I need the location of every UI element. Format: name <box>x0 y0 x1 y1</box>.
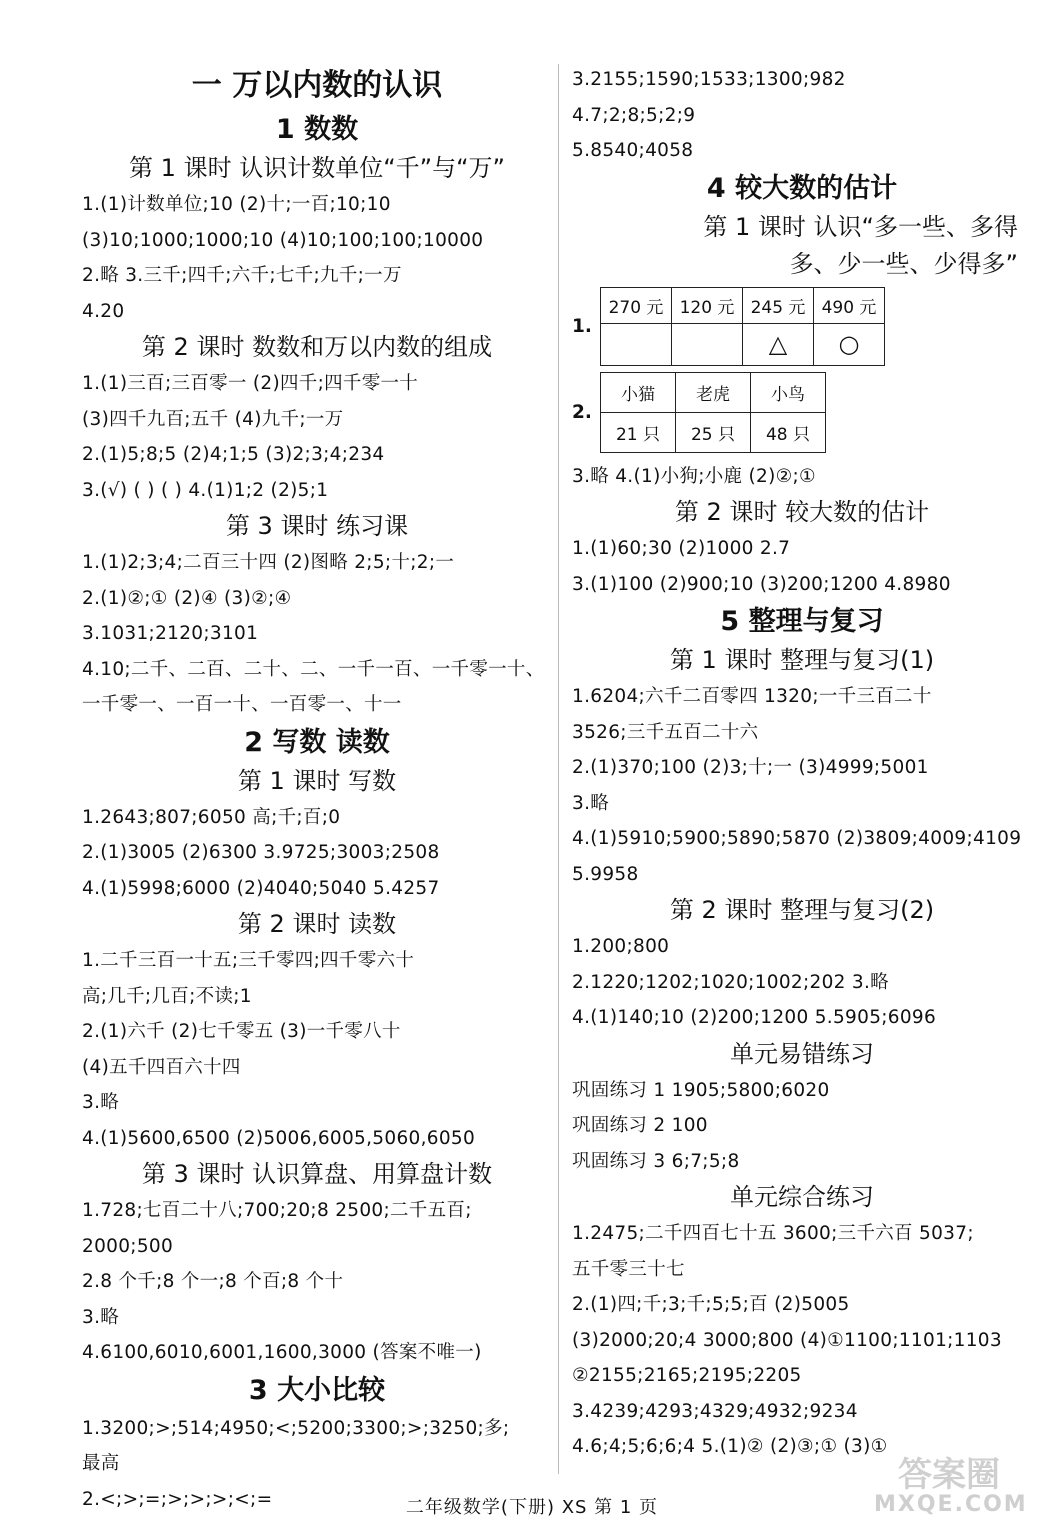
answer-line: 2.8 个千;8 个一;8 个百;8 个十 <box>82 1271 344 1292</box>
count-cell: 21 只 <box>601 412 676 452</box>
answer-line: 3.(√) ( ) ( ) 4.(1)1;2 (2)5;1 <box>82 479 329 501</box>
mark-cell <box>601 323 672 365</box>
answer-line: 2.1220;1202;1020;1002;202 3.略 <box>572 971 889 993</box>
answer-line: 4.20 <box>82 300 125 322</box>
animal-cell: 小鸟 <box>751 372 826 412</box>
right-top-section <box>572 62 1032 283</box>
answer-line: 1.(1)2;3;4;二百三十四 (2)图略 2;5;十;2;一 <box>82 552 455 573</box>
answer-line: 2.(1)5;8;5 (2)4;1;5 (3)2;3;4;234 <box>82 444 385 465</box>
answer-line: 1.(1)三百;三百零一 (2)四千;四千零一十 <box>82 373 419 394</box>
answer-line: 2.(1)3005 (2)6300 3.9725;3003;2508 <box>82 842 440 863</box>
answer-line: 1.2643;807;6050 高;千;百;0 <box>82 806 341 828</box>
answer-line: 五千零三十七 <box>572 1258 685 1280</box>
answer-line: 2.(1)370;100 (2)3;十;一 (3)4999;5001 <box>572 757 929 778</box>
lesson-title: 第 3 课时 练习课 <box>225 512 409 540</box>
table-1-wrap <box>572 287 1032 366</box>
answer-line: 2.略 3.三千;四千;六千;七千;九千;一万 <box>82 265 402 286</box>
section-title: 3 大小比较 <box>248 1374 386 1406</box>
lesson-title: 单元综合练习 <box>730 1183 874 1211</box>
answer-line: 巩固练习 3 6;7;5;8 <box>572 1150 740 1172</box>
watermark-url: MXQE.COM <box>874 1492 1028 1517</box>
unit-title: 一 万以内数的认识 <box>191 68 443 103</box>
answer-line: 5.9958 <box>572 863 639 885</box>
answer-line: 巩固练习 1 1905;5800;6020 <box>572 1079 830 1101</box>
answer-line: 2000;500 <box>82 1235 174 1257</box>
page-footer: 二年级数学(下册) XS 第 1 页 <box>405 1497 659 1518</box>
right-bottom-section <box>572 459 1032 1465</box>
mark-cell <box>672 323 743 365</box>
count-cell: 25 只 <box>676 412 751 452</box>
lesson-title: 第 1 课时 认识“多一些、多得 <box>703 212 1018 241</box>
answer-line: 1.(1)60;30 (2)1000 2.7 <box>572 538 791 559</box>
answer-line: 一千零一、一百一十、一百零一、十一 <box>82 694 402 715</box>
answer-line: 2.(1)六千 (2)七千零五 (3)一千零八十 <box>82 1021 401 1042</box>
table-1-number: 1. <box>572 315 592 337</box>
answer-line: 1.3200;>;514;4950;<;5200;3300;>;3250;多; <box>82 1417 510 1439</box>
column-divider <box>558 64 559 1474</box>
animal-table <box>600 372 826 453</box>
watermark-title: 答案圈 <box>898 1455 1000 1495</box>
circle-mark-cell: ○ <box>814 323 885 365</box>
answer-line: 1.6204;六千二百零四 1320;一千三百二十 <box>572 686 932 707</box>
answer-line: 1.728;七百二十八;700;20;8 2500;二千五百; <box>82 1200 472 1221</box>
answer-line: 3.略 <box>82 1092 120 1113</box>
triangle-mark-cell: △ <box>743 323 814 365</box>
price-cell: 270 元 <box>601 287 672 323</box>
left-column <box>82 62 552 1517</box>
answer-line: 3.2155;1590;1533;1300;982 <box>572 69 846 90</box>
answer-line: 1.2475;二千四百七十五 3600;三千六百 5037; <box>572 1223 974 1244</box>
answer-line: 3.略 <box>82 1306 120 1328</box>
answer-line: 3526;三千五百二十六 <box>572 721 759 743</box>
lesson-title: 单元易错练习 <box>730 1039 874 1068</box>
count-cell: 48 只 <box>751 412 826 452</box>
answer-line: 2.<;>;=;>;>;>;<;= <box>82 1488 273 1510</box>
answer-line: 3.4239;4293;4329;4932;9234 <box>572 1400 858 1422</box>
answer-line: (4)五千四百六十四 <box>82 1056 241 1078</box>
price-cell: 245 元 <box>743 287 814 323</box>
answer-line: 巩固练习 2 100 <box>572 1115 708 1136</box>
answer-line: 高;几千;几百;不读;1 <box>82 985 252 1007</box>
animal-cell: 小猫 <box>601 372 676 412</box>
answer-line: 最高 <box>82 1453 120 1474</box>
lesson-title: 第 2 课时 整理与复习(2) <box>669 896 935 924</box>
answer-line: 3.略 4.(1)小狗;小鹿 (2)②;① <box>572 465 816 487</box>
animal-cell: 老虎 <box>676 372 751 412</box>
answer-line: 3.(1)100 (2)900;10 (3)200;1200 4.8980 <box>572 573 951 595</box>
price-cell: 490 元 <box>814 287 885 323</box>
section-title: 1 数数 <box>275 114 359 145</box>
answer-line: 4.10;二千、二百、二十、二、一千一百、一千零一十、 <box>82 658 545 680</box>
table-2-wrap <box>572 372 1032 453</box>
watermark-logo <box>874 1455 1028 1528</box>
answer-line: 4.(1)5910;5900;5890;5870 (2)3809;4009;4109 <box>572 828 1022 849</box>
lesson-title: 第 1 课时 写数 <box>237 766 397 795</box>
section-title: 4 较大数的估计 <box>706 172 898 204</box>
answer-line: 2.(1)②;① (2)④ (3)②;④ <box>82 587 292 609</box>
lesson-title: 第 1 课时 认识计数单位“千”与“万” <box>129 154 505 182</box>
answer-line: 4.7;2;8;5;2;9 <box>572 104 696 126</box>
lesson-title: 第 1 课时 整理与复习(1) <box>669 646 935 674</box>
table-2-number: 2. <box>572 401 592 423</box>
answer-line: 4.6;4;5;6;6;4 5.(1)② (2)③;① (3)① <box>572 1436 888 1457</box>
section-title: 2 写数 读数 <box>244 726 390 758</box>
answer-line: 4.(1)5600,6500 (2)5006,6005,5060,6050 <box>82 1127 476 1149</box>
answer-line: 5.8540;4058 <box>572 140 694 161</box>
answer-line: 1.二千三百一十五;三千零四;四千零六十 <box>82 950 415 971</box>
answer-line: 2.(1)四;千;3;千;5;5;百 (2)5005 <box>572 1294 850 1315</box>
lesson-title: 第 2 课时 数数和万以内数的组成 <box>141 333 493 361</box>
answer-line: 1.(1)计数单位;10 (2)十;一百;10;10 <box>82 194 391 215</box>
price-table <box>600 287 885 366</box>
answer-line: 1.200;800 <box>572 936 670 957</box>
lesson-title: 多、少一些、少得多” <box>789 249 1018 278</box>
lesson-title: 第 2 课时 读数 <box>237 910 397 938</box>
answer-line: 4.(1)5998;6000 (2)4040;5040 5.4257 <box>82 877 440 899</box>
answer-line: (3)四千九百;五千 (4)九千;一万 <box>82 408 344 430</box>
right-column <box>572 62 1032 1465</box>
answer-line: (3)10;1000;1000;10 (4)10;100;100;10000 <box>82 229 484 251</box>
answer-line: 4.(1)140;10 (2)200;1200 5.5905;6096 <box>572 1007 937 1028</box>
answer-line: 4.6100,6010,6001,1600,3000 (答案不唯一) <box>82 1342 482 1363</box>
price-cell: 120 元 <box>672 287 743 323</box>
answer-line: 3.略 <box>572 792 610 814</box>
lesson-title: 第 3 课时 认识算盘、用算盘计数 <box>141 1160 493 1188</box>
answer-line: (3)2000;20;4 3000;800 (4)①1100;1101;1103 <box>572 1329 1002 1351</box>
answer-line: 3.1031;2120;3101 <box>82 623 259 644</box>
answer-line: ②2155;2165;2195;2205 <box>572 1365 802 1386</box>
section-title: 5 整理与复习 <box>720 606 884 637</box>
lesson-title: 第 2 课时 较大数的估计 <box>674 498 930 526</box>
